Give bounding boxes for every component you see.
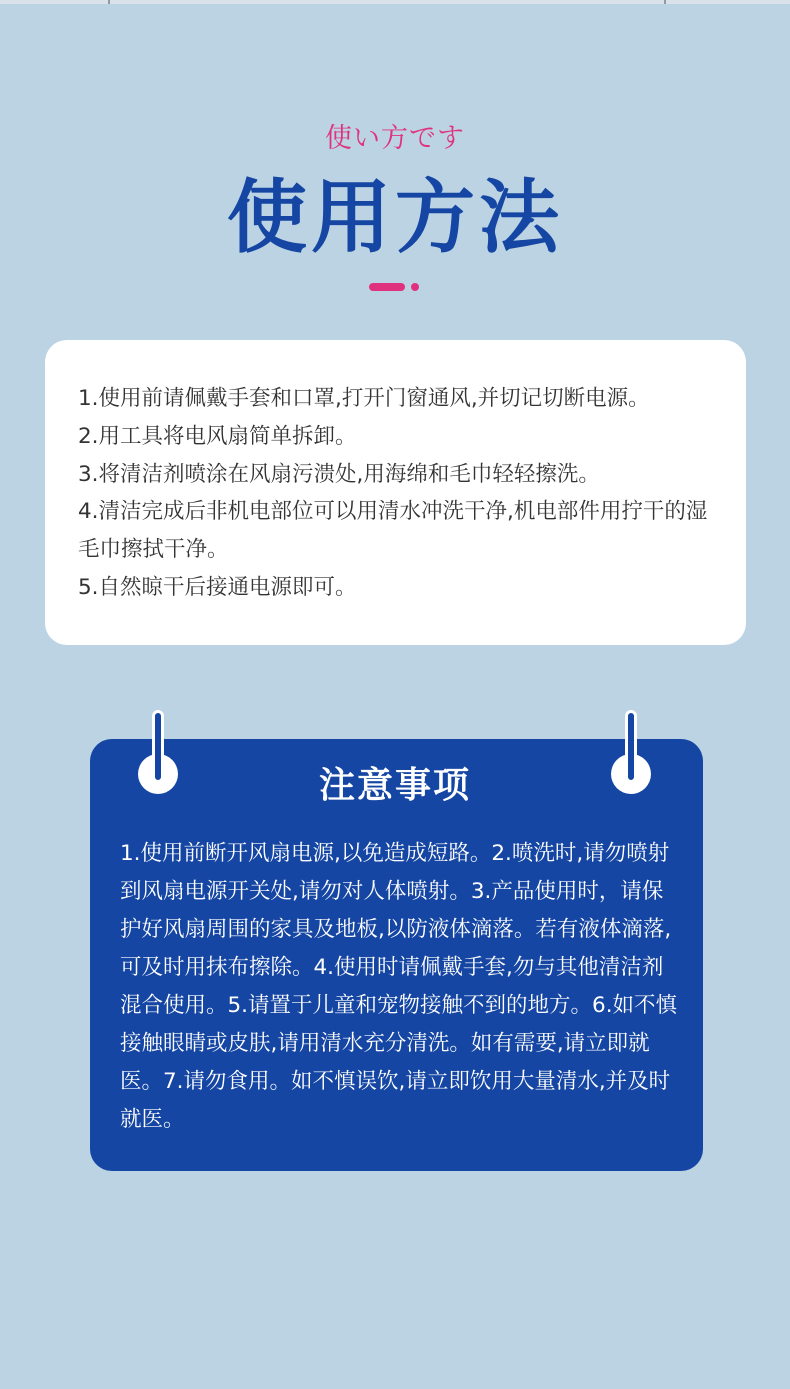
divider-tick: [108, 0, 110, 4]
step-item: 4.清洁完成后非机电部位可以用清水冲洗干净,机电部件用拧干的湿毛巾擦拭干净。: [78, 499, 708, 563]
page-subtitle: 使い方です: [325, 123, 465, 154]
step-item: 1.使用前请佩戴手套和口罩,打开门窗通风,并切记切断电源。: [78, 386, 650, 411]
top-strip: [0, 0, 790, 4]
divider-tick: [664, 0, 666, 4]
notice-body: 1.使用前断开风扇电源,以免造成短路。2.喷洗时,请勿喷射到风扇电源开关处,请勿对人体喷射。3.产品使用时，请保护好风扇周围的家具及地板,以防液体滴落。若有液体滴落,可及时用抹布擦除。4.使用时请佩戴手套,勿与其他清洁剂混合使用。5.请置于儿童和宠物接触不到的地方。6.如不慎接触眼睛或皮肤,请用清水充分清洗。如有需要,请立即就医。7.请勿食用。如不慎误饮,请立即饮用大量清水,并及时就医。: [120, 841, 678, 1132]
title-underline-dot: [411, 283, 419, 291]
notice-title: 注意事项: [318, 765, 471, 806]
step-item: 5.自然晾干后接通电源即可。: [78, 574, 357, 600]
page-title: 使用方法: [227, 171, 563, 264]
step-item: 3.将清洁剂喷涂在风扇污溃处,用海绵和毛巾轻轻擦洗。: [78, 461, 600, 487]
title-underline-bar: [369, 283, 405, 291]
usage-steps-card: [45, 340, 746, 645]
step-item: 2.用工具将电风扇简单拆卸。: [78, 423, 357, 449]
